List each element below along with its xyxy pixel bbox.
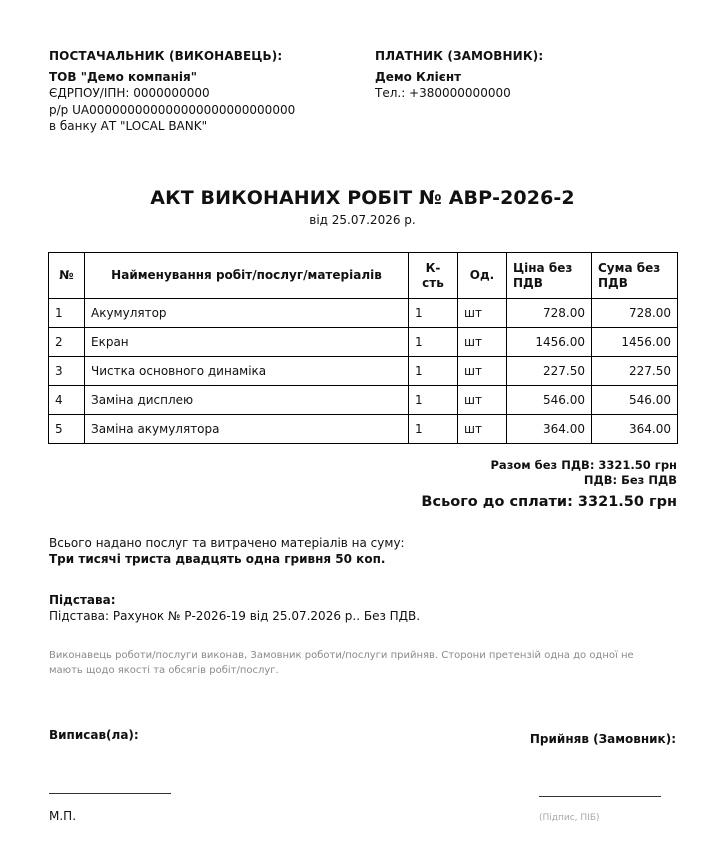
row-quantity: 1 [409, 328, 458, 357]
table-row [49, 328, 678, 357]
document-date: від 25.07.2026 р. [309, 213, 416, 227]
supplier-tax-id: ЄДРПОУ/ІПН: 0000000000 [49, 86, 210, 100]
basis-block [49, 592, 420, 624]
row-number: 5 [49, 415, 85, 444]
grand-total: Всього до сплати: 3321.50 грн [421, 494, 677, 510]
row-price: 1456.00 [507, 328, 592, 357]
row-unit: шт [458, 415, 507, 444]
supplier-block [49, 48, 295, 135]
table-row [49, 386, 678, 415]
row-name: Акумулятор [85, 299, 409, 328]
customer-signature-line [539, 796, 661, 797]
row-price: 728.00 [507, 299, 592, 328]
row-quantity: 1 [409, 386, 458, 415]
row-number: 1 [49, 299, 85, 328]
payer-block [375, 48, 543, 102]
payer-phone: Тел.: +380000000000 [375, 86, 511, 100]
items-table [48, 252, 678, 444]
row-sum: 546.00 [592, 386, 678, 415]
accepted-by-label: Прийняв (Замовник): [529, 732, 676, 746]
row-price: 546.00 [507, 386, 592, 415]
row-price: 227.50 [507, 357, 592, 386]
acceptance-note-line: Виконавець роботи/послуги виконав, Замовник роботи/послуги прийняв. Сторони претензій одна до одної не [49, 650, 634, 661]
row-quantity: 1 [409, 357, 458, 386]
table-row [49, 299, 678, 328]
payer-heading: ПЛАТНИК (ЗАМОВНИК): [375, 49, 544, 63]
acceptance-note [49, 649, 669, 678]
row-unit: шт [458, 357, 507, 386]
row-unit: шт [458, 299, 507, 328]
row-sum: 1456.00 [592, 328, 678, 357]
col-header-quantity: К-сть [409, 253, 458, 299]
document-title: АКТ ВИКОНАНИХ РОБІТ № АВР-2026-2 [150, 187, 575, 209]
row-unit: шт [458, 386, 507, 415]
table-row [49, 415, 678, 444]
row-number: 2 [49, 328, 85, 357]
supplier-account: р/р UA000000000000000000000000000 [49, 102, 296, 117]
table-row [49, 357, 678, 386]
row-unit: шт [458, 328, 507, 357]
sum-intro: Всього надано послуг та витрачено матеріалів на суму: [49, 536, 405, 550]
row-sum: 227.50 [592, 357, 678, 386]
row-sum: 728.00 [592, 299, 678, 328]
col-header-price: Ціна без ПДВ [507, 253, 592, 299]
row-name: Заміна акумулятора [85, 415, 409, 444]
issued-by-label: Виписав(ла): [49, 728, 139, 742]
row-name: Екран [85, 328, 409, 357]
basis-text: Підстава: Рахунок № Р-2026-19 від 25.07.2026 р.. Без ПДВ. [49, 609, 421, 623]
issuer-signature-line [49, 793, 171, 794]
col-header-number: № [49, 253, 85, 299]
row-number: 4 [49, 386, 85, 415]
sum-in-words: Три тисячі триста двадцять одна гривня 50 коп. [49, 552, 386, 566]
row-name: Заміна дисплею [85, 386, 409, 415]
acceptance-note-line: мають щодо якості та обсягів робіт/послуг. [49, 664, 279, 676]
supplier-heading: ПОСТАЧАЛЬНИК (ВИКОНАВЕЦЬ): [49, 49, 283, 63]
row-sum: 364.00 [592, 415, 678, 444]
col-header-unit: Од. [458, 253, 507, 299]
signature-hint: (Підпис, ПІБ) [539, 813, 600, 823]
row-quantity: 1 [409, 415, 458, 444]
row-number: 3 [49, 357, 85, 386]
row-price: 364.00 [507, 415, 592, 444]
supplier-name: ТОВ "Демо компанія" [49, 70, 197, 84]
col-header-sum: Сума без ПДВ [592, 253, 678, 299]
subtotal-line: Разом без ПДВ: 3321.50 грн [490, 458, 677, 472]
vat-line: ПДВ: Без ПДВ [583, 473, 677, 487]
totals-block [421, 458, 677, 510]
basis-heading: Підстава: [49, 593, 116, 607]
table-header-row [49, 253, 678, 299]
payer-name: Демо Клієнт [375, 70, 462, 84]
row-name: Чистка основного динаміка [85, 357, 409, 386]
stamp-label: М.П. [49, 809, 77, 823]
row-quantity: 1 [409, 299, 458, 328]
col-header-name: Найменування робіт/послуг/матеріалів [85, 253, 409, 299]
sum-in-words-block [49, 535, 405, 567]
supplier-bank: в банку АТ "LOCAL BANK" [49, 119, 208, 133]
